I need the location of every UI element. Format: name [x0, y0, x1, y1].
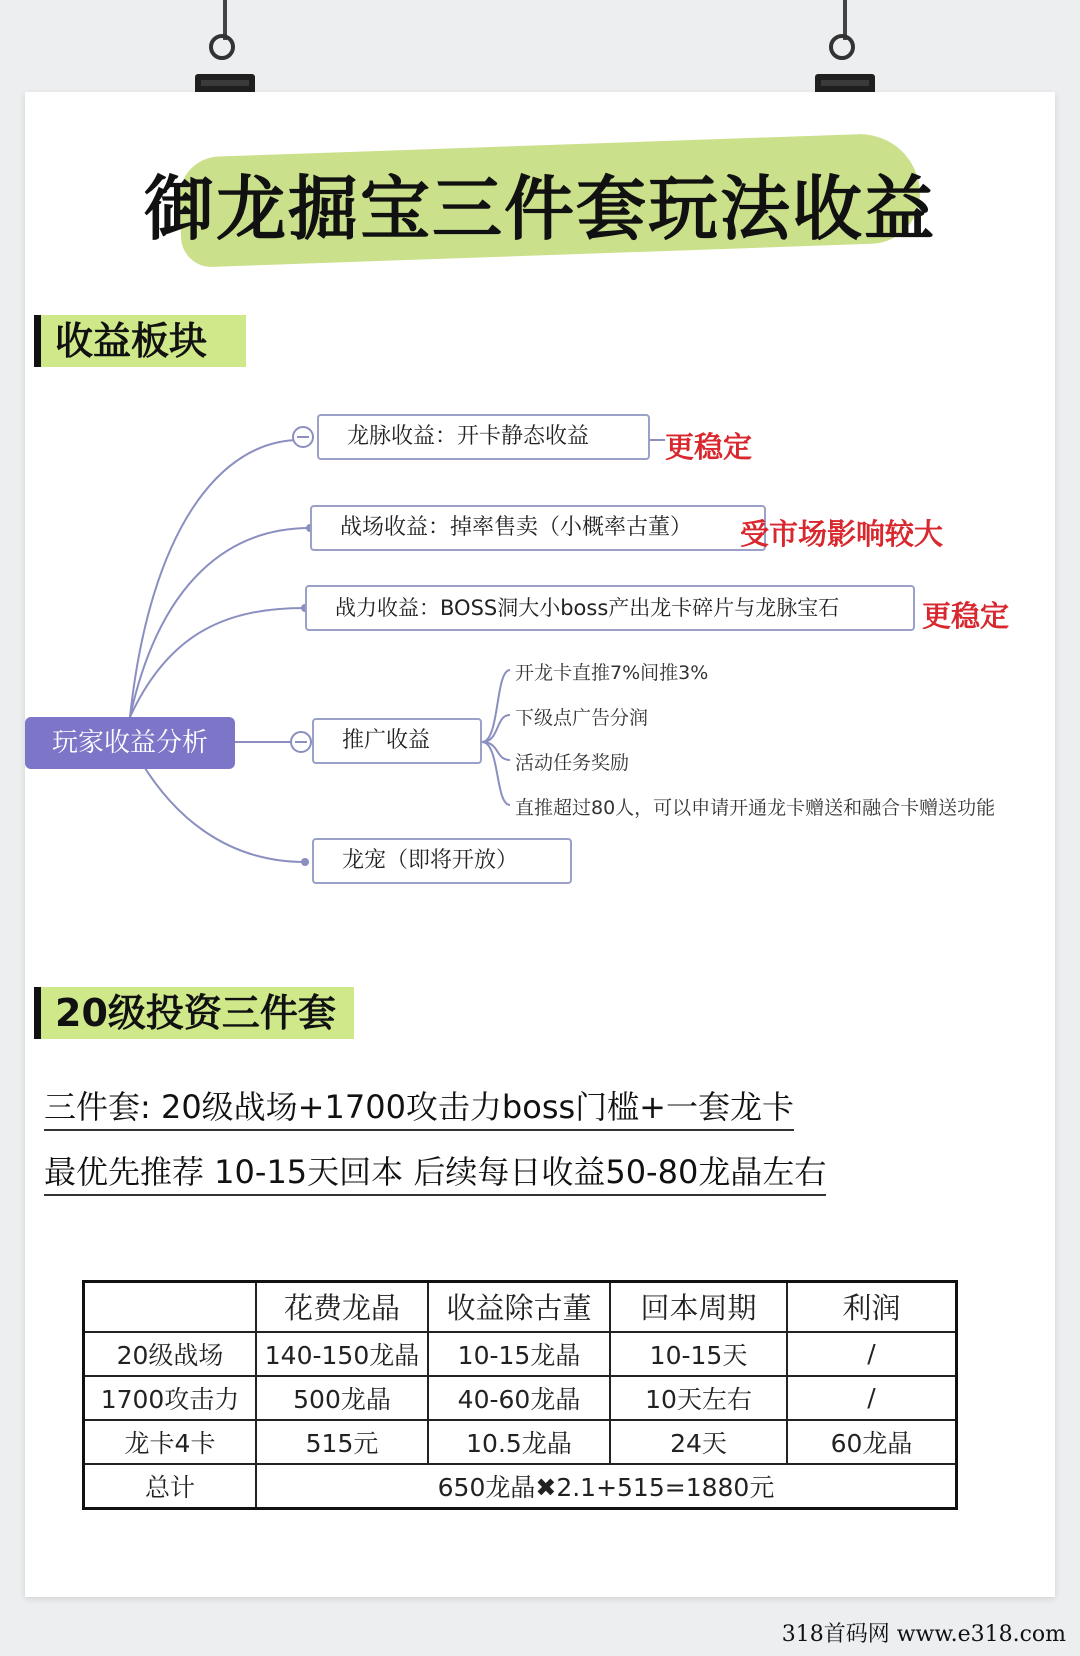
site-watermark: 318首码网 www.e318.com: [781, 1622, 1066, 1647]
section-label-income: 收益板块: [34, 315, 246, 367]
table-header: 收益除古董: [428, 1282, 610, 1332]
table-row: [84, 1376, 957, 1420]
table-row: [84, 1332, 957, 1376]
table-cell: 20级战场: [84, 1332, 257, 1376]
table-header: 回本周期: [610, 1282, 787, 1332]
promo-item-2: 下级点广告分润: [515, 707, 649, 729]
table-cell: 10-15龙晶: [428, 1332, 610, 1376]
table-total-label: 总计: [84, 1464, 257, 1509]
branch-pet: 龙宠（即将开放）: [312, 838, 572, 884]
section-label-invest: 20级投资三件套: [34, 987, 354, 1039]
note-market: 受市场影响较大: [740, 517, 944, 551]
branch-power: 战力收益：BOSS洞大小boss产出龙卡碎片与龙脉宝石: [305, 585, 915, 631]
summary-line-1: 三件套: 20级战场+1700攻击力boss门槛+一套龙卡: [44, 1085, 794, 1131]
table-cell: 10天左右: [610, 1376, 787, 1420]
branch-battlefield: 战场收益：掉率售卖（小概率古董）: [310, 505, 766, 551]
table-cell: 500龙晶: [256, 1376, 428, 1420]
connector-branch-1: [130, 440, 300, 717]
table-total-value: 650龙晶✖2.1+515=1880元: [256, 1464, 957, 1509]
summary-line-2: 最优先推荐 10-15天回本 后续每日收益50-80龙晶左右: [44, 1150, 826, 1196]
table-row: [84, 1420, 957, 1464]
note-stable-2: 更稳定: [922, 599, 1010, 633]
table-cell: 24天: [610, 1420, 787, 1464]
table-cell: 10-15天: [610, 1332, 787, 1376]
connector-promo-2: [482, 715, 510, 742]
promo-item-1: 开龙卡直推7%间推3%: [515, 662, 709, 684]
table-header: [84, 1282, 257, 1332]
table-cell: 40-60龙晶: [428, 1376, 610, 1420]
table-cell: 1700攻击力: [84, 1376, 257, 1420]
connector-promo-3: [482, 742, 510, 760]
branch-promotion: 推广收益: [312, 718, 482, 764]
table-header-row: [84, 1282, 957, 1332]
table-cell: 龙卡4卡: [84, 1420, 257, 1464]
promo-item-3: 活动任务奖励: [515, 752, 630, 774]
table-cell: 10.5龙晶: [428, 1420, 610, 1464]
note-stable-1: 更稳定: [665, 430, 753, 464]
table-header: 利润: [787, 1282, 957, 1332]
table-cell: 140-150龙晶: [256, 1332, 428, 1376]
connector-promo-4: [482, 742, 510, 805]
title-area: [0, 135, 1080, 255]
table-header: 花费龙晶: [256, 1282, 428, 1332]
promo-item-4: 直推超过80人，可以申请开通龙卡赠送和融合卡赠送功能: [515, 797, 996, 819]
page-title: 御龙掘宝三件套玩法收益: [144, 168, 936, 250]
connector-branch-3: [130, 608, 305, 717]
table-total-row: [84, 1464, 957, 1509]
table-cell: /: [787, 1332, 957, 1376]
investment-table: [82, 1280, 958, 1510]
table-cell: 60龙晶: [787, 1420, 957, 1464]
dot-branch-5: [301, 858, 309, 866]
mindmap-root: 玩家收益分析: [25, 717, 235, 769]
table-cell: 515元: [256, 1420, 428, 1464]
table-cell: /: [787, 1376, 957, 1420]
branch-longmai: 龙脉收益：开卡静态收益: [317, 414, 650, 460]
